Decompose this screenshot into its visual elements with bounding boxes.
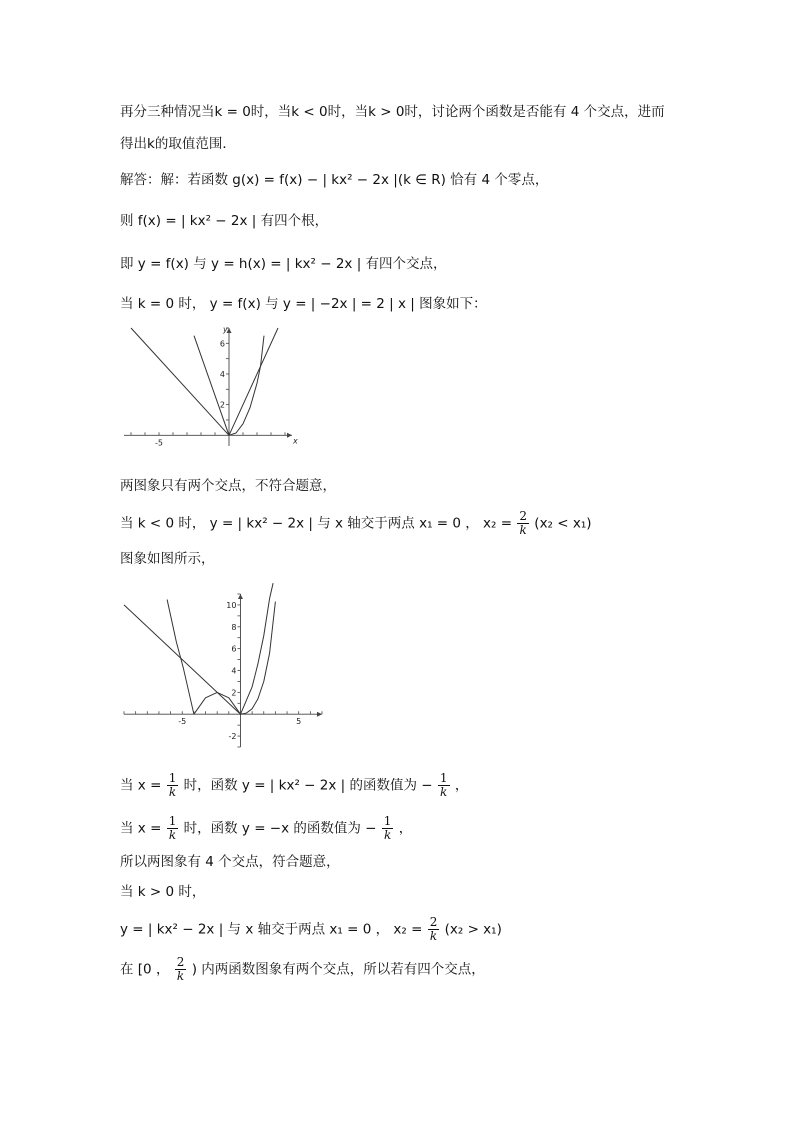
solution-line-6 [120,510,592,537]
fraction-two-over-k-2: $\frac{2}{k}$ [429,915,438,943]
solution-line-9: 当 x = $\frac{1}{k}$ 时，函数 y = −x 的函数值为 − $\frac{1}{k}$ ， [120,814,413,842]
y-tick-label: 8 [231,622,237,632]
fraction-one-over-k-2: $\frac{1}{k}$ [439,771,448,799]
solution-line-3: 即 y = f(x) 与 y = h(x) = | kx² − 2x | 有四个交点， [120,256,447,272]
x-axis-arrow [317,712,322,717]
fraction-one-over-k-4: $\frac{1}{k}$ [383,814,392,842]
series-1-line [131,328,278,435]
fraction-one-over-k: $\frac{1}{k}$ [168,771,177,799]
y-tick-label: 2 [231,688,237,698]
fraction-one-over-k-3: $\frac{1}{k}$ [168,814,177,842]
solution-line-12: y = | kx² − 2x | 与 x 轴交于两点 x₁ = 0 ， x₂ = $\frac{2}{k}$ (x₂ > x₁) [120,915,502,943]
paragraph-line-1: 再分三种情况当k = 0时，当k < 0时，当k > 0时，讨论两个函数是否能有 4 个交点，进而 [120,104,665,120]
x-tick-label: -5 [178,717,187,727]
y-axis-arrow [238,594,243,599]
solution-line-8: 当 x = $\frac{1}{k}$ 时，函数 y = | kx² − 2x | 的函数值为 − $\frac{1}{k}$ ， [120,771,469,799]
solution-line-11: 当 k > 0 时， [120,884,206,900]
paragraph-line-2: 得出k的取值范围． [120,136,236,152]
y-tick-label: 2 [219,400,225,410]
k-negative-condition: (x₂ < x₁) [534,515,592,532]
solution-line-7: 图象如图所示， [120,551,215,567]
solution-line-10: 所以两图象有 4 个交点，符合题意， [120,854,340,870]
solution-line-13: 在 [0 ， $\frac{2}{k}$ ) 内两函数图象有两个交点，所以若有四个交点， [120,955,485,983]
solution-line-4: 当 k = 0 时， y = f(x) 与 y = | −2x | = 2 | x | 图象如下： [120,296,487,312]
y-tick-label: 4 [219,369,225,379]
series-1-line [124,605,241,714]
x-axis-label: x [293,436,298,446]
fraction-two-over-k-3: $\frac{2}{k}$ [176,955,185,983]
graph-k-negative [118,588,328,753]
x-tick-label: 5 [296,717,302,727]
solution-line-5: 两图象只有两个交点，不符合题意， [120,478,336,494]
solution-line-1: 解答：解：若函数 g(x) = f(x) − | kx² − 2x |(k ∈ R) 恰有 4 个零点， [120,172,549,188]
series-3-line [229,336,264,436]
series-2-line [194,336,229,436]
k-negative-text: 当 k < 0 时， y = | kx² − 2x | 与 x 轴交于两点 x₁ = 0 ， x₂ = [120,515,513,532]
x-axis-arrow [287,433,292,438]
fraction-two-over-k: $\frac{2}{k}$ [519,509,527,537]
y-tick-label: 4 [231,666,237,676]
series-3-line [241,602,276,715]
y-tick-label: 6 [231,644,237,654]
solution-line-2: 则 f(x) = | kx² − 2x | 有四个根， [120,213,329,229]
graph-k-zero [118,322,298,452]
y-tick-label: -2 [228,732,237,742]
y-tick-label: 10 [226,600,237,610]
x-tick-label: -5 [155,438,163,448]
y-axis-label: y [223,325,228,334]
y-tick-label: 6 [219,339,225,349]
